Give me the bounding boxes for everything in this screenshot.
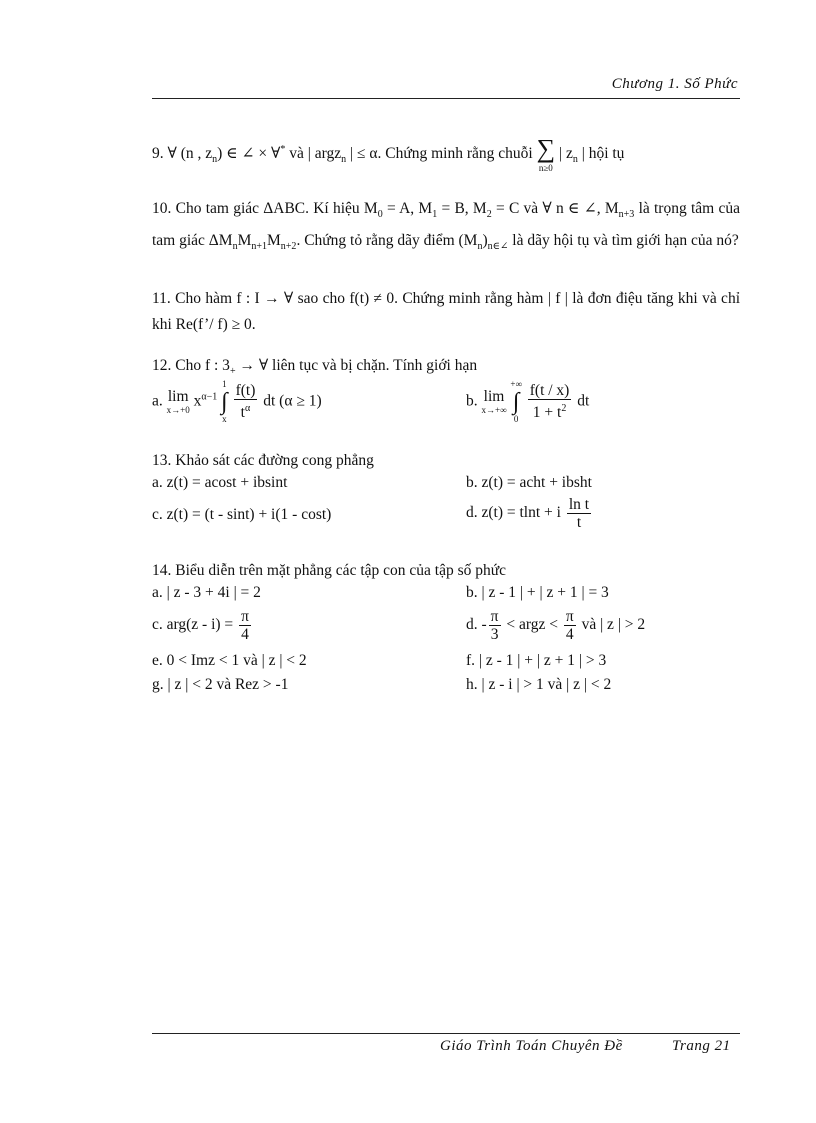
exercise-14d: d. - $\frac{\pi}{3}$ < argz < $\frac{\pi}{4}$ và | z | > 2 [466,608,646,643]
footer-page-number: Trang 21 [672,1038,731,1054]
fraction: $\frac{f(t)}{t^\alpha}$ [235,382,256,422]
exercise-14-title: 14. Biểu diễn trên mặt phẳng các tập con của tập số phức [152,562,507,579]
footer-rule [152,1033,740,1034]
exercise-14e: e. 0 < Imz < 1 và | z | < 2 [152,652,307,669]
exercise-13b: b. z(t) = acht + ibsht [466,474,592,491]
exercise-13c: c. z(t) = (t - sint) + i(1 - cost) [152,506,332,523]
chapter-header: Chương 1. Số Phức [611,76,738,92]
exercise-13d: d. z(t) = tlnt + i $\frac{\text{ln t}}{t}$ [466,496,590,531]
exercise-10: 10. Cho tam giác ΔABC. Kí hiệu $M_0 = A$, $M_1 = B$, $M_2 = C$ và ∀ n ∈ ∠, $M_{n+3}$ là trọng tâm của tam giác $\Delta M_nM_{n+1}M_{n+2}$. Chứng tỏ rằng dãy điểm $(M_n)_{n\in\angle}$ là dãy hội tụ và tìm giới hạn của nó? [152,200,740,253]
exercise-13a: a. z(t) = acost + ibsint [152,474,288,491]
exercise-11: 11. Cho hàm f : I → ∀ sao cho f(t) ≠ 0. Chứng minh rằng hàm | f | là đơn điệu tăng khi và chỉ khi Re(f’/ f) ≥ 0. [152,290,740,333]
fraction: $\frac{\text{ln t}}{t}$ [568,496,590,531]
exercise-13-title: 13. Khảo sát các đường cong phẳng [152,452,374,469]
fraction: $\frac{\pi}{4}$ [241,608,249,643]
exercise-9: 9. ∀ (n , $z_n$) ∈ ∠ × ∀* và | argz$_n$ | ≤ α. Chứng minh rằng chuỗi ∑ n≥0 | $z_n$ | hội tụ [152,134,625,173]
header-rule [152,98,740,99]
footer-book-title: Giáo Trình Toán Chuyên Đề [440,1038,623,1054]
fraction: $\frac{f(t / x)}{1 + t^2}$ [529,382,570,422]
exercise-14g: g. | z | < 2 và Rez > -1 [152,676,289,693]
exercise-14h: h. | z - i | > 1 và | z | < 2 [466,676,612,693]
integral-sign: +∞ ∫ 0 [510,379,522,424]
integral-sign: 1 ∫ x [221,379,228,424]
sum-symbol: ∑ n≥0 [536,134,556,173]
exercise-12a: a. lim x→+0 $x^{\alpha-1}$ 1 ∫ x $\frac{f(t)}{t^\alpha}$ dt (α ≥ 1) [152,379,322,424]
fraction: $\frac{\pi}{3}$ [490,608,499,643]
exercise-14a: a. | z - 3 + 4i | = 2 [152,584,261,601]
fraction: $\frac{\pi}{4}$ [565,608,574,643]
exercise-14c: c. arg(z - i) = $\frac{\pi}{4}$ [152,608,249,643]
exercise-12-title: 12. Cho f : $3_+$ → ∀ liên tục và bị chặn. Tính giới hạn [152,357,478,378]
exercise-14f: f. | z - 1 | + | z + 1 | > 3 [466,652,607,669]
exercise-12b: b. lim x→+∞ +∞ ∫ 0 $\frac{f(t / x)}{1 + t^2}$ dt [466,379,590,424]
exercise-14b: b. | z - 1 | + | z + 1 | = 3 [466,584,609,601]
